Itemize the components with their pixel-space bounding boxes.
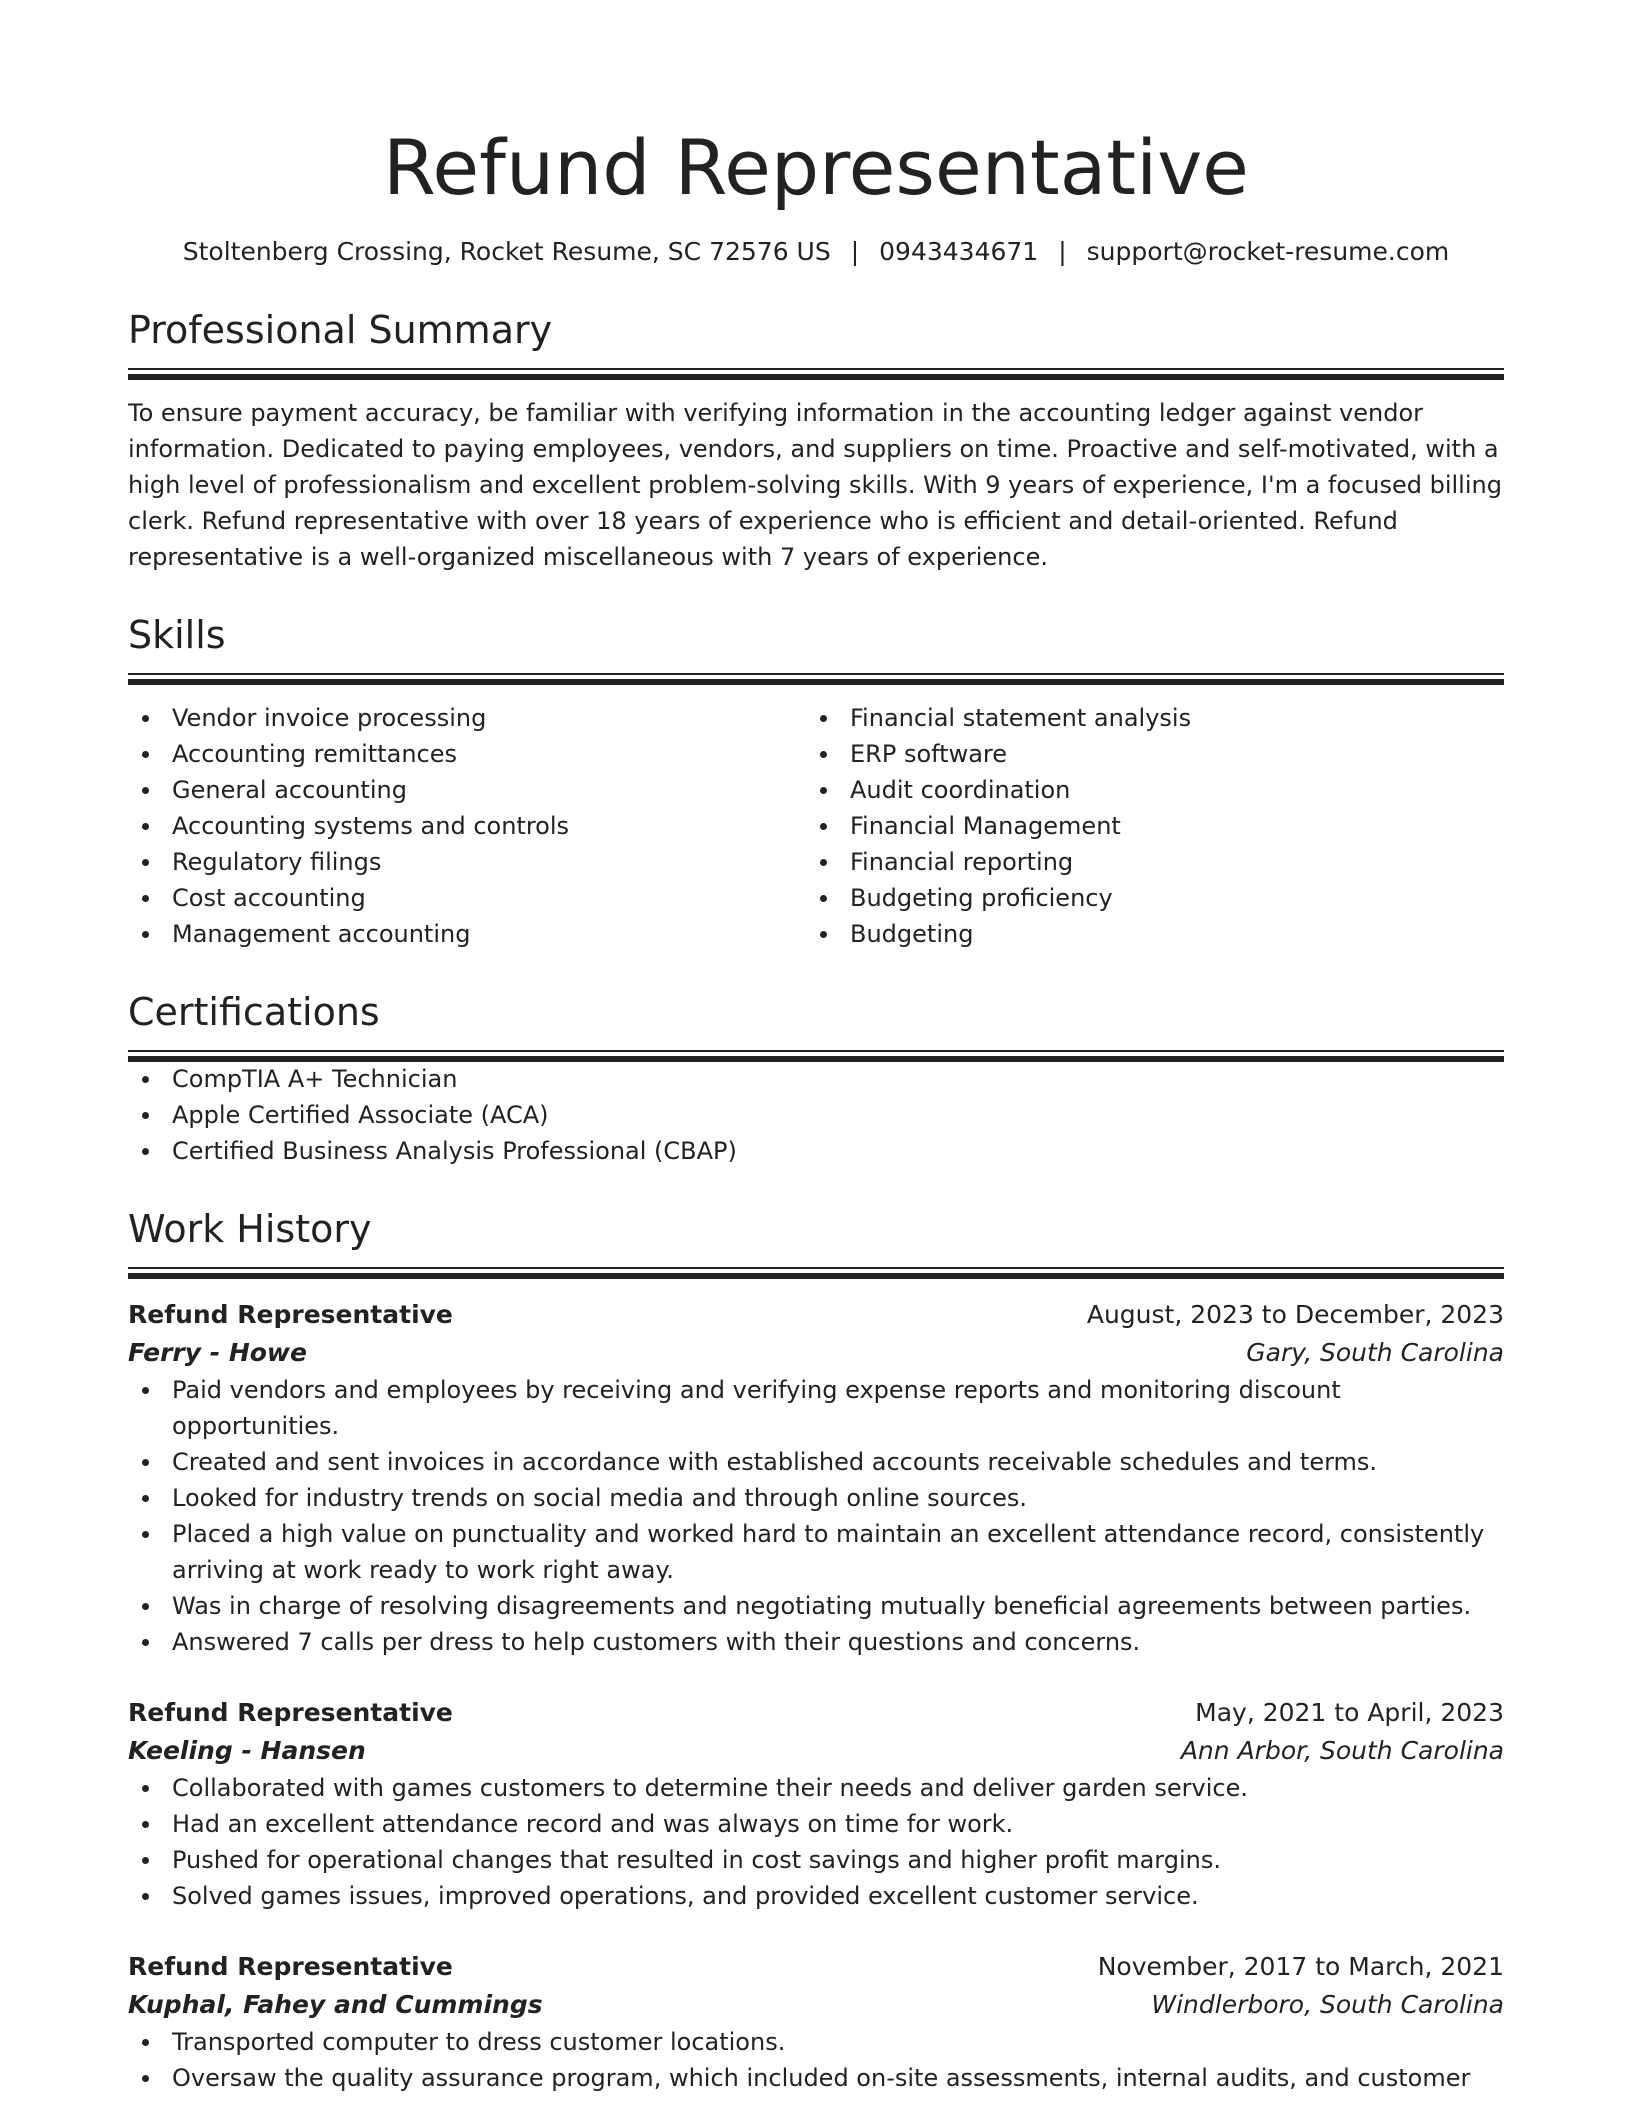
job-dates: May, 2021 to April, 2023 [1195,1698,1504,1727]
resume-page [128,118,1504,2096]
job-bullet: Oversaw the quality assurance program, which included on-site assessments, internal audits, and customer [128,2060,1504,2096]
job-header-row [128,1948,1504,1986]
contact-email: support@rocket-resume.com [1086,237,1450,266]
job-company: Kuphal, Fahey and Cummings [128,1990,543,2019]
summary-text: To ensure payment accuracy, be familiar with verifying information in the accounting ledger against vendor information. Dedicated to paying employees, vendors, and suppliers on time. Proactive and self-motivated, with a high level of professionalism and excellent problem-solving skills. With 9 years of experience, I'm a focused billing clerk. Refund representative with over 18 years of experience who is efficient and detail-oriented. Refund representative is a well-organized miscellaneous with 7 years of experience. [128,399,1502,571]
job-bullet: Was in charge of resolving disagreements and negotiating mutually beneficial agreements between parties. [128,1588,1504,1624]
skills-left-column [128,700,806,952]
certification-item: CompTIA A+ Technician [128,1061,1504,1097]
skill-item: Budgeting proficiency [806,880,1484,916]
skills-section [128,611,1504,952]
job-bullet: Transported computer to dress customer locations. [128,2024,1504,2060]
certification-item: Apple Certified Associate (ACA) [128,1097,1504,1133]
summary-section [128,306,1504,575]
section-title-work-history: Work History [128,1207,372,1251]
job-header-row [128,1296,1504,1334]
job-bullet: Created and sent invoices in accordance with established accounts receivable schedules and terms. [128,1444,1504,1480]
section-title-summary: Professional Summary [128,308,553,352]
job-title: Refund Representative [128,1952,453,1981]
work-history-section [128,1205,1504,2096]
skill-item: Accounting remittances [128,736,806,772]
job-title: Refund Representative [128,1300,453,1329]
job-entry [128,1948,1504,2096]
skill-item: Financial Management [806,808,1484,844]
job-dates: November, 2017 to March, 2021 [1097,1952,1504,1981]
job-bullet: Paid vendors and employees by receiving and verifying expense reports and monitoring discount opportunities. [128,1372,1504,1444]
skill-item: ERP software [806,736,1484,772]
contact-phone: 0943434671 [879,237,1039,266]
job-bullet: Collaborated with games customers to determine their needs and deliver garden service. [128,1770,1504,1806]
job-bullet: Had an excellent attendance record and was always on time for work. [128,1806,1504,1842]
job-location: Gary, South Carolina [1246,1338,1504,1367]
skill-item: Vendor invoice processing [128,700,806,736]
skill-item: Cost accounting [128,880,806,916]
job-bullet: Looked for industry trends on social media and through online sources. [128,1480,1504,1516]
skill-item: General accounting [128,772,806,808]
contact-address: Stoltenberg Crossing, Rocket Resume, SC 72576 US [182,237,831,266]
job-company-row [128,1334,1504,1372]
skill-item: Accounting systems and controls [128,808,806,844]
job-location: Ann Arbor, South Carolina [1180,1736,1504,1765]
section-title-certifications: Certifications [128,990,380,1034]
skill-item: Financial reporting [806,844,1484,880]
job-bullet: Pushed for operational changes that resulted in cost savings and higher profit margins. [128,1842,1504,1878]
job-location: Windlerboro, South Carolina [1151,1990,1504,2019]
job-bullet-list [128,2024,1504,2096]
job-company-row [128,1732,1504,1770]
certifications-section [128,988,1504,1169]
section-divider [128,1267,1504,1278]
resume-name: Refund Representative [383,123,1249,212]
section-divider [128,368,1504,379]
certification-list [128,1061,1504,1169]
job-company: Ferry - Howe [128,1338,307,1367]
job-entry [128,1296,1504,1660]
section-divider [128,673,1504,684]
job-dates: August, 2023 to December, 2023 [1086,1300,1504,1329]
job-bullet-list [128,1770,1504,1914]
skill-item: Management accounting [128,916,806,952]
job-bullet: Solved games issues, improved operations, and provided excellent customer service. [128,1878,1504,1914]
skill-item: Budgeting [806,916,1484,952]
skill-item: Audit coordination [806,772,1484,808]
skills-right-column [806,700,1484,952]
section-divider [128,1050,1504,1061]
job-entry [128,1694,1504,1914]
contact-line [128,234,1504,270]
certification-item: Certified Business Analysis Professional (CBAP) [128,1133,1504,1169]
skills-grid [128,700,1504,952]
contact-separator: | [850,237,860,266]
job-bullet-list [128,1372,1504,1660]
job-company-row [128,1986,1504,2024]
skill-item: Financial statement analysis [806,700,1484,736]
contact-separator: | [1058,237,1067,266]
job-title: Refund Representative [128,1698,453,1727]
job-bullet: Placed a high value on punctuality and worked hard to maintain an excellent attendance record, consistently arriving at work ready to work right away. [128,1516,1504,1588]
job-company: Keeling - Hansen [128,1736,366,1765]
job-bullet: Answered 7 calls per dress to help customers with their questions and concerns. [128,1624,1504,1660]
skill-item: Regulatory filings [128,844,806,880]
section-title-skills: Skills [128,613,226,657]
job-header-row [128,1694,1504,1732]
